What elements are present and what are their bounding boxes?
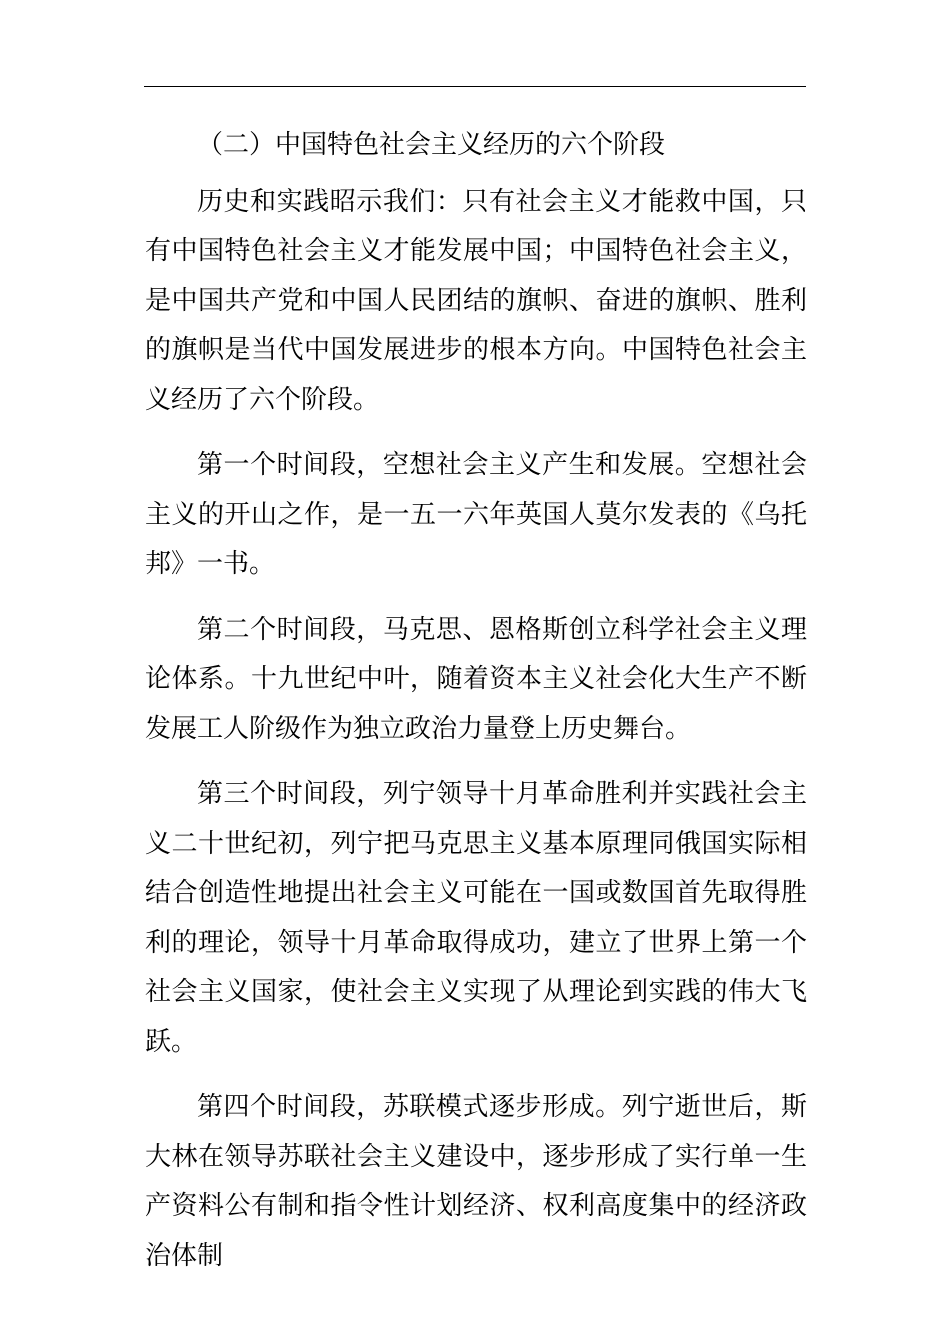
- paragraph-stage-3: 第三个时间段，列宁领导十月革命胜利并实践社会主义二十世纪初，列宁把马克思主义基本原理同俄国实际相结合创造性地提出社会主义可能在一国或数国首先取得胜利的理论，领导十月革命取得成功，建立了世界上第一个社会主义国家，使社会主义实现了从理论到实践的伟大飞跃。: [145, 779, 807, 1057]
- header-rule: [144, 86, 806, 87]
- paragraph-stage-2: 第二个时间段，马克思、恩格斯创立科学社会主义理论体系。十九世纪中叶，随着资本主义社会化大生产不断发展工人阶级作为独立政治力量登上历史舞台。: [145, 614, 807, 744]
- section-heading: （二）中国特色社会主义经历的六个阶段: [197, 130, 666, 160]
- document-body: [145, 121, 807, 1297]
- paragraph-stage-4: 第四个时间段，苏联模式逐步形成。列宁逝世后，斯大林在领导苏联社会主义建设中，逐步形成了实行单一生产资料公有制和指令性计划经济、权利高度集中的经济政治体制: [145, 1092, 807, 1271]
- paragraph-intro: 历史和实践昭示我们：只有社会主义才能救中国，只有中国特色社会主义才能发展中国；中国特色社会主义，是中国共产党和中国人民团结的旗帜、奋进的旗帜、胜利的旗帜是当代中国发展进步的根本方向。中国特色社会主义经历了六个阶段。: [145, 186, 807, 415]
- paragraph-stage-1: 第一个时间段，空想社会主义产生和发展。空想社会主义的开山之作，是一五一六年英国人莫尔发表的《乌托邦》一书。: [145, 450, 807, 579]
